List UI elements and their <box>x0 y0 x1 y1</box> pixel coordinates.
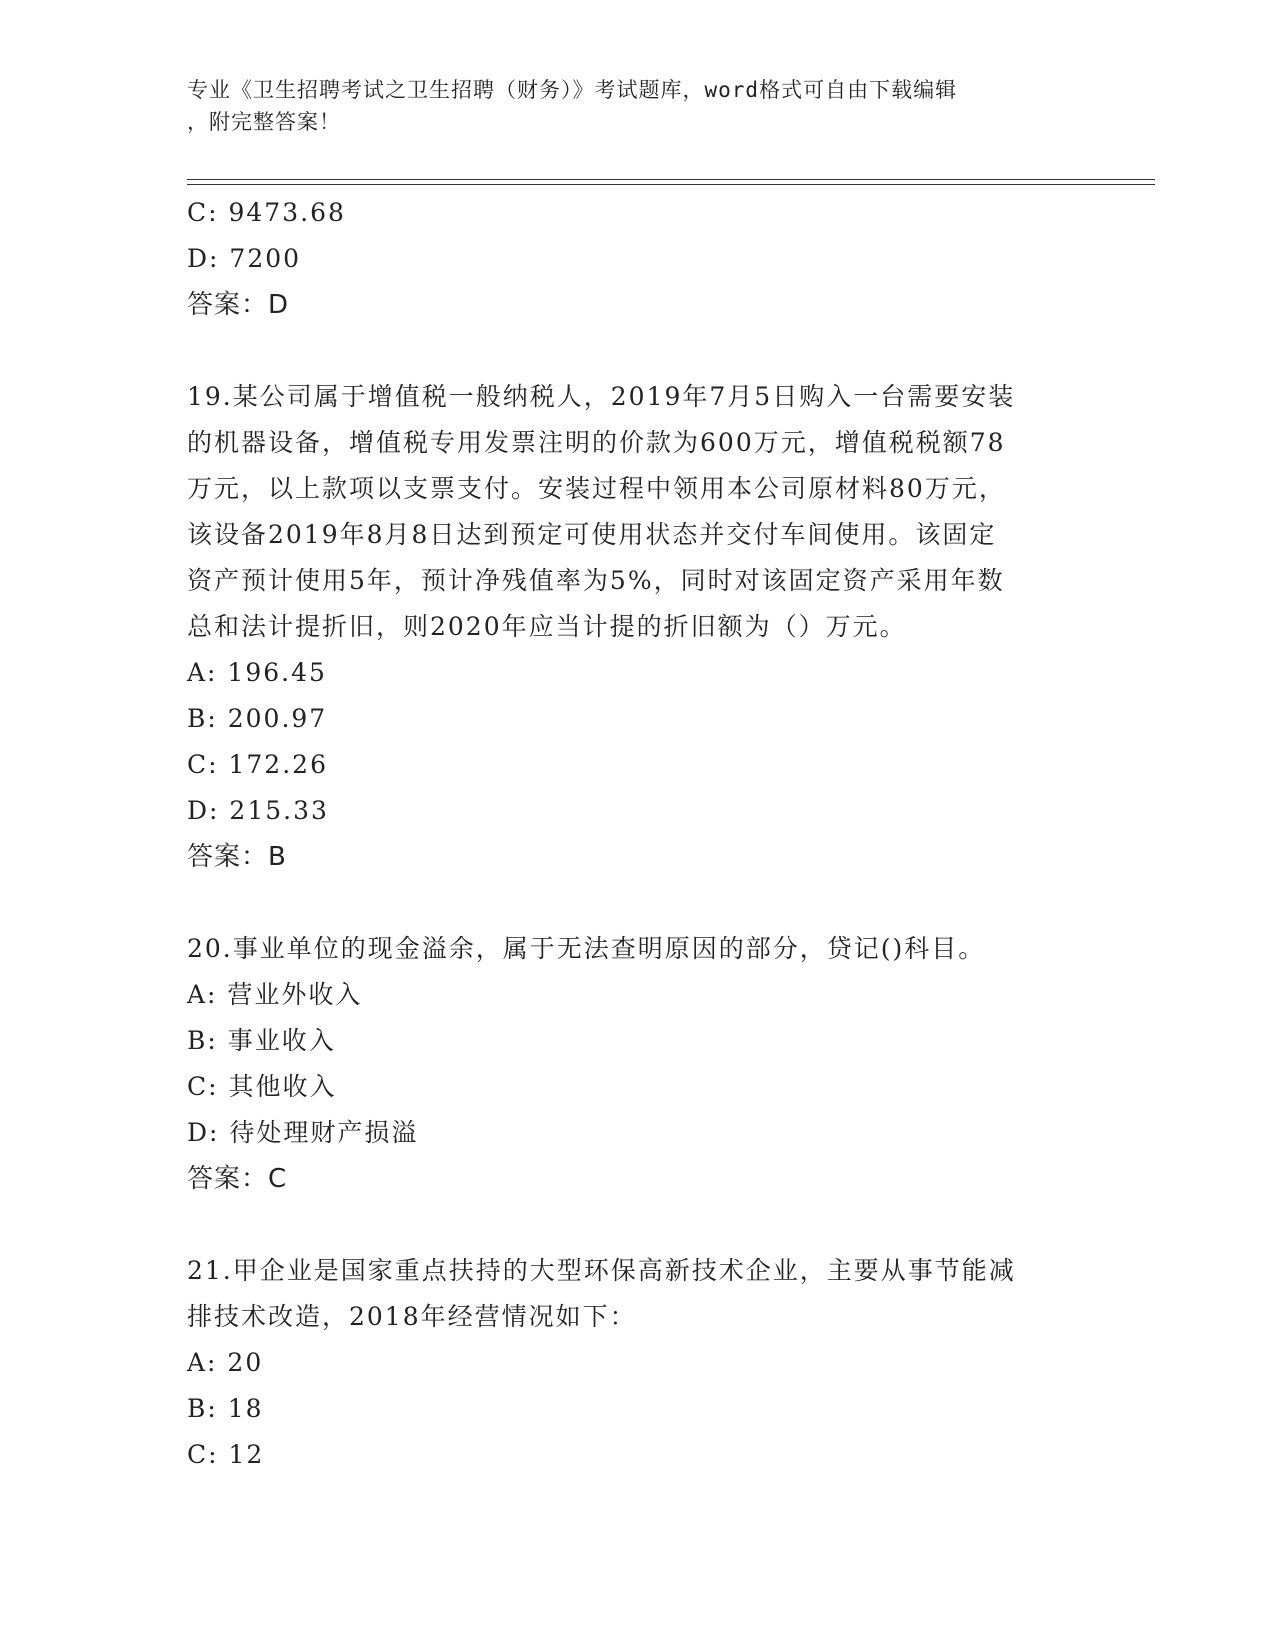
option-c: C: 172.26 <box>187 750 328 779</box>
stem-line: 总和法计提折旧，则2020年应当计提的折旧额为（）万元。 <box>187 612 907 641</box>
option-a: A: 20 <box>187 1348 264 1377</box>
question-stem <box>187 1248 1087 1340</box>
header-line-2: ，附完整答案！ <box>187 110 341 134</box>
stem-line: 19.某公司属于增值税一般纳税人，2019年7月5日购入一台需要安装 <box>187 382 1016 411</box>
option-c: C: 9473.68 <box>187 198 346 227</box>
stem-line: 排技术改造，2018年经营情况如下： <box>187 1302 637 1331</box>
stem-line: 21.甲企业是国家重点扶持的大型环保高新技术企业，主要从事节能减 <box>187 1256 1016 1285</box>
spacer <box>187 880 1087 926</box>
option-c: C: 12 <box>187 1440 265 1469</box>
question-stem <box>187 926 1087 972</box>
stem-line: 该设备2019年8月8日达到预定可使用状态并交付车间使用。该固定 <box>187 520 997 549</box>
option-b: B: 200.97 <box>187 704 328 733</box>
answer-line: 答案：B <box>187 842 287 872</box>
option-a: A: 营业外收入 <box>187 980 363 1009</box>
header-rule-bottom <box>187 184 1155 185</box>
option-d: D: 待处理财产损溢 <box>187 1118 419 1147</box>
header-line-1: 专业《卫生招聘考试之卫生招聘（财务）》考试题库，word格式可自由下载编辑 <box>187 78 958 102</box>
spacer <box>187 1202 1087 1248</box>
stem-line: 万元，以上款项以支票支付。安装过程中领用本公司原材料80万元， <box>187 474 1006 503</box>
question-stem <box>187 374 1087 650</box>
option-a: A: 196.45 <box>187 658 327 687</box>
question-21 <box>187 1248 1087 1478</box>
answer-line: 答案：D <box>187 290 290 320</box>
spacer <box>187 328 1087 374</box>
stem-line: 的机器设备，增值税专用发票注明的价款为600万元，增值税税额78 <box>187 428 1006 457</box>
question-20 <box>187 926 1087 1202</box>
stem-line: 资产预计使用5年，预计净残值率为5%，同时对该固定资产采用年数 <box>187 566 1005 595</box>
option-b: B: 18 <box>187 1394 264 1423</box>
answer-line: 答案：C <box>187 1164 288 1194</box>
document-body <box>187 190 1087 1478</box>
document-header <box>187 74 1087 138</box>
question-19 <box>187 374 1087 880</box>
stem-line: 20.事业单位的现金溢余，属于无法查明原因的部分，贷记()科目。 <box>187 934 986 963</box>
option-c: C: 其他收入 <box>187 1072 337 1101</box>
option-d: D: 215.33 <box>187 796 329 825</box>
header-rule-top <box>187 179 1155 180</box>
option-b: B: 事业收入 <box>187 1026 336 1055</box>
question-18-continued <box>187 190 1087 328</box>
option-d: D: 7200 <box>187 244 302 273</box>
